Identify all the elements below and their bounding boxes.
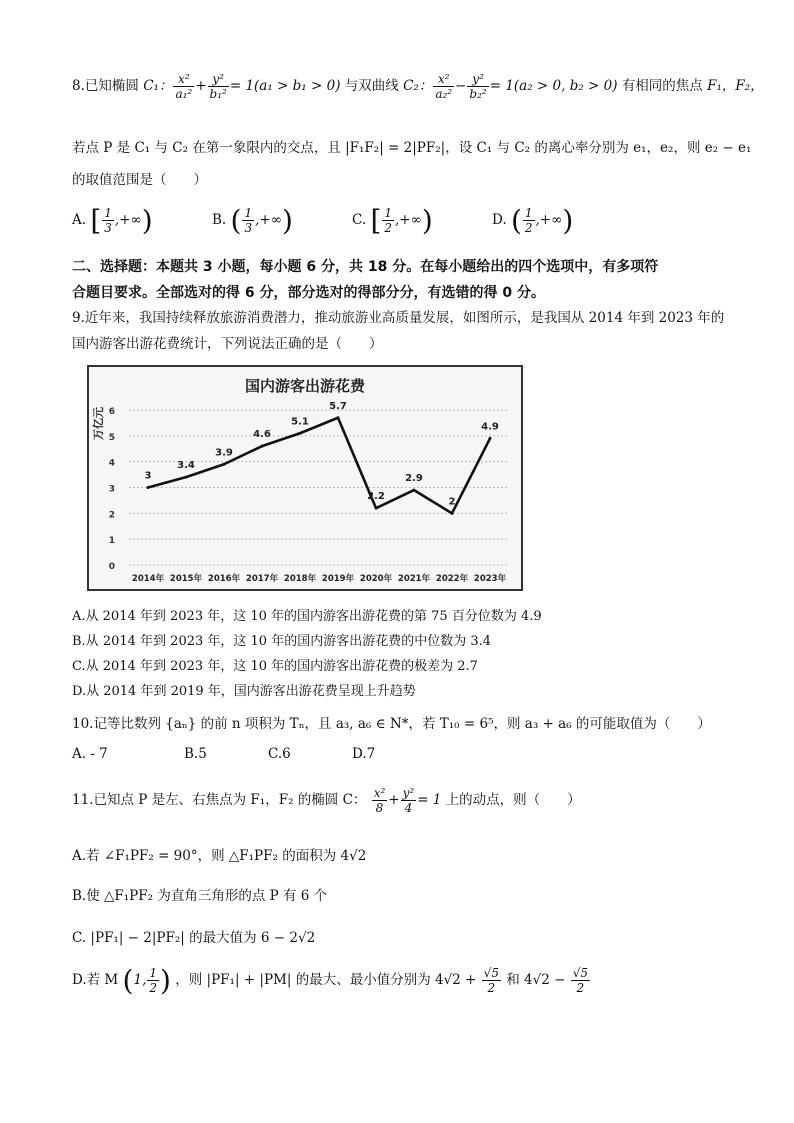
q10-option-b[interactable]: B.5 xyxy=(184,746,207,762)
q11-d-prefix: D.若 M xyxy=(72,972,119,988)
line-chart xyxy=(89,367,521,589)
data-point xyxy=(375,507,378,510)
q8-prefix: 8.已知椭圆 xyxy=(72,78,139,94)
q11-suffix: 上的动点，则（ ） xyxy=(445,792,581,808)
y-tick-label: 3 xyxy=(108,484,115,495)
data-point xyxy=(185,476,188,479)
q8-hyperbola-eq: C₂： $\frac{\text{x²}}{\text{a₂²}}$ − $\frac{\text{y²}}{\text{b₂²}}$ = 1(a₂ > 0, b₂ > 0) xyxy=(403,72,618,101)
x-tick-label: 2015年 xyxy=(169,574,203,584)
y-tick-label: 2 xyxy=(108,510,115,521)
q8-suffix: 有相同的焦点 xyxy=(621,78,703,94)
y-tick-label: 5 xyxy=(108,432,115,443)
data-point xyxy=(337,416,340,419)
data-point xyxy=(451,512,454,515)
x-tick-label: 2023年 xyxy=(473,574,507,584)
data-point xyxy=(413,489,416,492)
data-label: 4.9 xyxy=(481,421,499,433)
q11-line1 xyxy=(72,786,581,815)
x-tick-label: 2018年 xyxy=(283,574,317,584)
x-tick-label: 2016年 xyxy=(207,574,241,584)
x-tick-label: 2017年 xyxy=(245,574,279,584)
sqrt5-over-2-a: $\frac{√5}{2}$ xyxy=(483,966,499,995)
q11-option-c[interactable]: C. |PF₁| − 2|PF₂| 的最大值为 6 − 2√2 xyxy=(72,930,316,946)
data-point xyxy=(261,445,264,448)
q11-prefix: 11.已知点 P 是左、右焦点为 F₁，F₂ 的椭圆 C： xyxy=(72,792,367,808)
q8-option-c[interactable]: C. [ $\frac{1}{2}$ ,+∞) xyxy=(352,204,433,237)
q11-d-mid: ，则 |PF₁| + |PM| 的最大、最小值分别为 4√2 + xyxy=(175,972,477,988)
point-m: (1, $\frac{1}{2}$ ) xyxy=(122,964,171,997)
q8-option-d[interactable]: D. ( $\frac{1}{2}$ ,+∞) xyxy=(492,204,574,237)
data-label: 2.9 xyxy=(405,473,423,485)
q8-line2: 若点 P 是 C₁ 与 C₂ 在第一象限内的交点，且 |F₁F₂| = 2|PF₂|，设 C₁ 与 C₂ 的离心率分别为 e₁，e₂，则 e₂ − e₁ xyxy=(72,140,752,156)
q8-option-b[interactable]: B. ( $\frac{1}{3}$ ,+∞) xyxy=(212,204,293,237)
section2-line2: 合题目要求。全部选对的得 6 分，部分选对的得部分分，有选错的得 0 分。 xyxy=(72,285,545,301)
sqrt5-over-2-b: $\frac{√5}{2}$ xyxy=(572,966,589,995)
y-tick-label: 1 xyxy=(108,536,115,547)
data-label: 3.9 xyxy=(215,447,233,459)
q9-line2: 国内游客出游花费统计，下列说法正确的是（ ） xyxy=(72,336,383,352)
data-label: 5.7 xyxy=(329,400,347,412)
q11-option-d[interactable] xyxy=(72,964,591,997)
x-tick-label: 2014年 xyxy=(131,574,165,584)
q8-line3: 的取值范围是（ ） xyxy=(72,172,207,188)
q8-mid: 与双曲线 xyxy=(344,78,399,94)
series-line xyxy=(148,418,490,514)
chart-title: 国内游客出游花费 xyxy=(244,377,366,395)
q9-line1: 9.近年来，我国持续释放旅游消费潜力，推动旅游业高质量发展，如图所示，是我国从 2014 年到 2023 年的 xyxy=(72,310,725,326)
data-label: 3 xyxy=(144,470,152,482)
data-label: 4.6 xyxy=(253,429,271,441)
data-point xyxy=(489,437,492,440)
data-label: 2 xyxy=(448,496,456,508)
x-tick-label: 2019年 xyxy=(321,574,355,584)
x-tick-label: 2020年 xyxy=(359,574,393,584)
data-label: 3.4 xyxy=(177,460,195,472)
data-point xyxy=(299,432,302,435)
q8-foci: F₁，F₂， xyxy=(707,78,764,94)
x-tick-label: 2022年 xyxy=(435,574,469,584)
y-tick-label: 4 xyxy=(108,458,115,469)
q9-option-d[interactable]: D.从 2014 年到 2019 年，国内游客出游花费呈现上升趋势 xyxy=(72,684,416,699)
q8-line1 xyxy=(72,72,764,101)
y-tick-label: 6 xyxy=(108,407,115,417)
q11-d-and: 和 4√2 − xyxy=(506,972,566,988)
q11-option-a[interactable]: A.若 ∠F₁PF₂ = 90°，则 △F₁PF₂ 的面积为 4√2 xyxy=(72,848,367,864)
y-tick-label: 0 xyxy=(108,562,115,572)
data-label: 2.2 xyxy=(367,491,385,503)
data-label: 5.1 xyxy=(291,416,309,428)
q9-option-a[interactable]: A.从 2014 年到 2023 年，这 10 年的国内游客出游花费的第 75 百分位数为 4.9 xyxy=(72,609,542,624)
data-point xyxy=(147,486,150,489)
section2-line1: 二、选择题：本题共 3 小题，每小题 6 分，共 18 分。在每小题给出的四个选项中，有多项符 xyxy=(72,259,659,275)
q8-ellipse-eq: C₁： $\frac{\text{x²}}{\text{a₁²}}$ + $\frac{\text{y²}}{\text{b₁²}}$ = 1(a₁ > b₁ > 0) xyxy=(143,72,341,101)
q9-option-b[interactable]: B.从 2014 年到 2023 年，这 10 年的国内游客出游花费的中位数为 3.4 xyxy=(72,634,491,649)
q10-option-c[interactable]: C.6 xyxy=(268,746,291,762)
q11-option-b[interactable]: B.使 △F₁PF₂ 为直角三角形的点 P 有 6 个 xyxy=(72,888,328,904)
q11-ellipse-eq: $\frac{\text{x²}}{8}$ + $\frac{\text{y²}}{4}$ = 1 xyxy=(373,786,442,815)
q9-chart xyxy=(87,365,523,591)
x-tick-label: 2021年 xyxy=(397,574,431,584)
q10-option-a[interactable]: A. - 7 xyxy=(72,746,108,762)
q10-option-d[interactable]: D.7 xyxy=(352,746,376,762)
data-point xyxy=(223,463,226,466)
q9-option-c[interactable]: C.从 2014 年到 2023 年，这 10 年的国内游客出游花费的极差为 2.7 xyxy=(72,659,478,674)
q10-line1: 10.记等比数列 {aₙ} 的前 n 项积为 Tₙ，且 a₃, a₆ ∈ N*，若 T₁₀ = 6⁵，则 a₃ + a₆ 的可能取值为（ ） xyxy=(72,716,711,732)
q8-option-a[interactable]: A. [ $\frac{1}{3}$ ,+∞) xyxy=(72,204,153,237)
y-axis-label: 万亿元 xyxy=(92,407,105,440)
